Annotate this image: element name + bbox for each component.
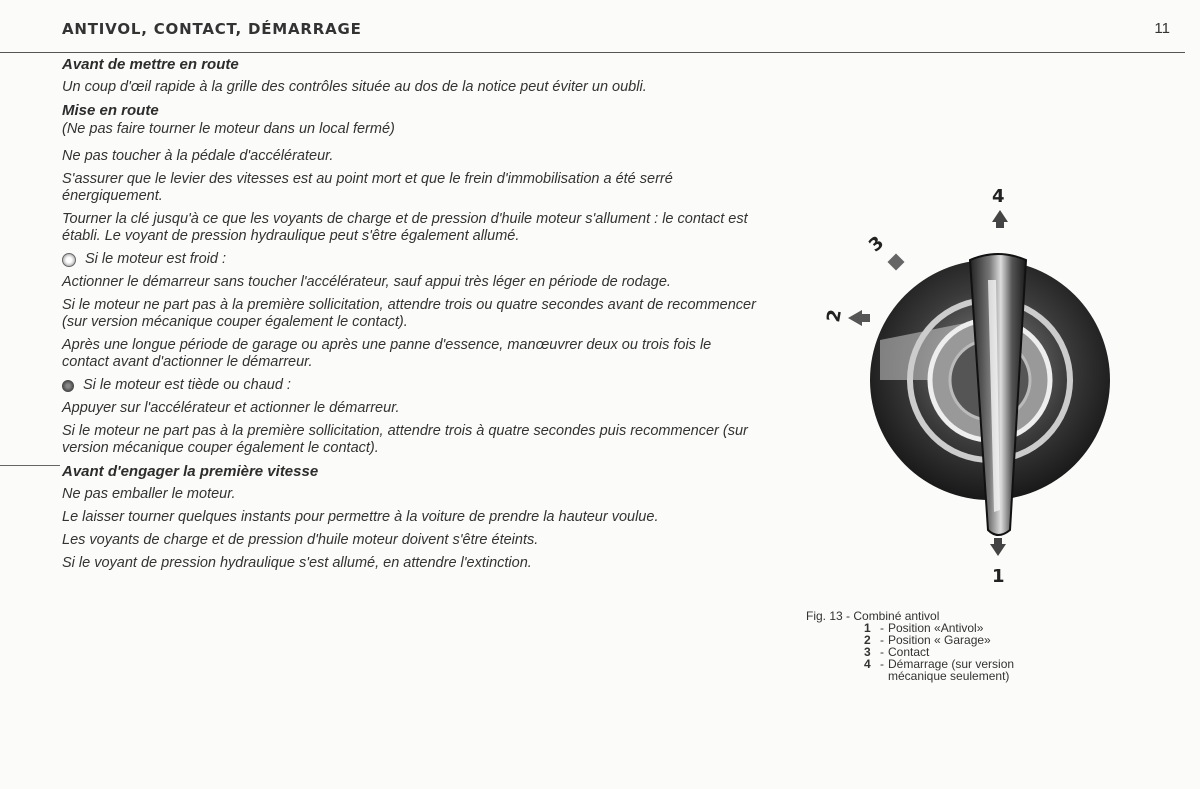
paragraph: Si le voyant de pression hydraulique s'est allumé, en attendre l'extinction. (62, 555, 532, 571)
figure-caption (806, 610, 1106, 682)
paragraph: Appuyer sur l'accélérateur et actionner le démarreur. (62, 400, 400, 416)
caption-text: Contact (888, 645, 930, 659)
heading-before-start: Avant de mettre en route (62, 56, 239, 73)
paragraph: Les voyants de charge et de pression d'huile moteur doivent s'être éteints. (62, 532, 539, 548)
caption-separator: - (880, 657, 884, 671)
chapter-title: ANTIVOL, CONTACT, DÉMARRAGE (62, 20, 362, 38)
paragraph: Si le moteur ne part pas à la première sollicitation, attendre trois ou quatre secondes avant de recommencer (sur version mécanique couper également le contact). (62, 297, 756, 330)
warm-engine-icon (62, 380, 74, 392)
label-text: Si le moteur est tiède ou chaud : (83, 377, 291, 393)
ignition-switch-illustration (820, 180, 1120, 590)
position-1-marker (990, 538, 1006, 556)
header-rule (0, 52, 1185, 53)
paragraph: Actionner le démarreur sans toucher l'accélérateur, sauf appui très léger en période de rodage. (62, 274, 671, 290)
caption-number: 3 (864, 645, 871, 659)
caption-text: Position «Antivol» (888, 621, 984, 635)
note-closed-room: (Ne pas faire tourner le moteur dans un local fermé) (62, 121, 395, 137)
cold-engine-icon (62, 253, 76, 267)
position-2-marker (848, 310, 870, 326)
caption-text: Démarrage (sur version mécanique seulement) (888, 657, 1015, 683)
label-position-1: 1 (992, 566, 1005, 587)
paragraph: Si le moteur ne part pas à la première sollicitation, attendre trois à quatre secondes puis recommencer (sur version mécanique couper également le contact). (62, 423, 748, 456)
paragraph: Un coup d'œil rapide à la grille des contrôles située au dos de la notice peut éviter un oubli. (62, 79, 647, 95)
page-header (62, 18, 1182, 48)
cold-engine-label (62, 251, 762, 268)
label-position-4: 4 (992, 186, 1005, 207)
paragraph: Le laisser tourner quelques instants pour permettre à la voiture de prendre la hauteur voulue. (62, 509, 659, 525)
caption-title: Fig. 13 - Combiné antivol (806, 609, 940, 623)
caption-list (864, 622, 1106, 682)
paragraph: Après une longue période de garage ou après une panne d'essence, manœuvrer deux ou trois fois le contact avant d'actionner le démarreur. (62, 337, 712, 370)
paragraph: Ne pas emballer le moteur. (62, 486, 236, 502)
position-3-marker (888, 254, 905, 271)
paragraph: Ne pas toucher à la pédale d'accélérateur. (62, 148, 334, 164)
caption-number: 1 (864, 621, 871, 635)
position-4-marker (992, 210, 1008, 228)
main-text (62, 56, 762, 578)
margin-rule (0, 465, 60, 466)
caption-item (864, 658, 1106, 682)
paragraph: Tourner la clé jusqu'à ce que les voyants de charge et de pression d'huile moteur s'allument : le contact est établi. Le voyant de pression hydraulique peut s'être également allumé. (62, 211, 748, 244)
label-text: Si le moteur est froid : (85, 251, 227, 267)
caption-text: Position « Garage» (888, 633, 991, 647)
label-position-2: 2 (823, 307, 846, 324)
paragraph: S'assurer que le levier des vitesses est au point mort et que le frein d'immobilisation a été serré énergiquement. (62, 171, 673, 204)
caption-separator: - (880, 621, 884, 635)
page-number: 11 (1154, 20, 1170, 37)
caption-number: 4 (864, 657, 871, 671)
caption-separator: - (880, 633, 884, 647)
caption-number: 2 (864, 633, 871, 647)
ignition-switch-figure (820, 180, 1120, 590)
label-position-3: 3 (864, 232, 889, 257)
caption-separator: - (880, 645, 884, 659)
heading-first-gear: Avant d'engager la première vitesse (62, 463, 319, 480)
warm-engine-label (62, 377, 762, 394)
heading-start: Mise en route (62, 102, 159, 119)
